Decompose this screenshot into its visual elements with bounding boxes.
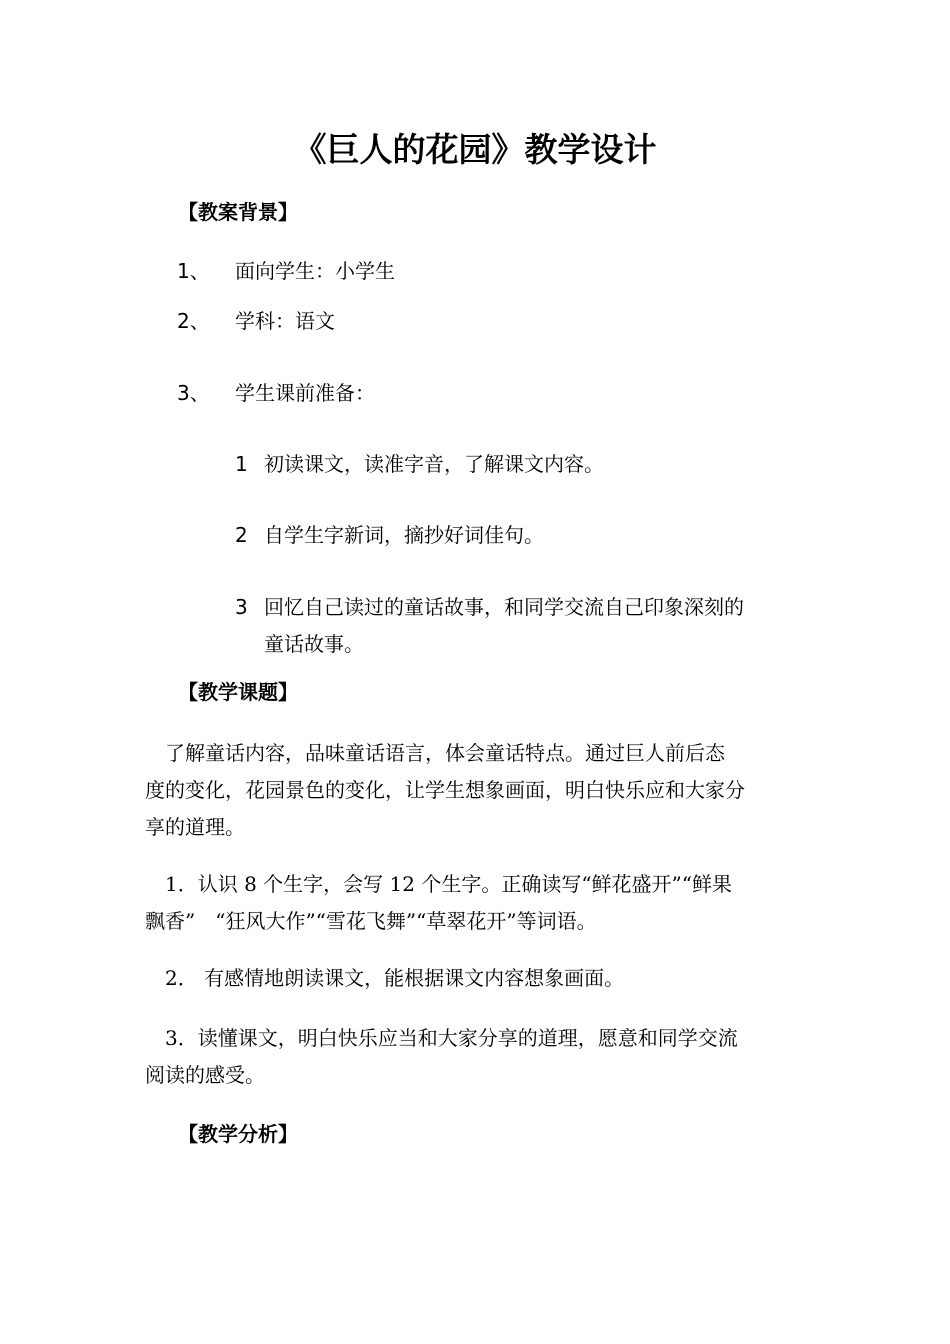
paragraph-line: 1．认识 8 个生字，会写 12 个生字。正确读写“鲜花盛开”“鲜果 — [145, 872, 733, 896]
heading-lesson-background: 【教案背景】 — [178, 200, 298, 224]
sub-item-text: 回忆自己读过的童话故事，和同学交流自己印象深刻的 — [264, 595, 744, 619]
paragraph-line: 2． 有感情地朗读课文，能根据课文内容想象画面。 — [145, 966, 625, 990]
objective-paragraph-2 — [145, 960, 810, 997]
topic-paragraph — [145, 735, 810, 846]
sub-item-number: 3 — [235, 595, 248, 619]
list-item-text: 学科：语文 — [235, 309, 335, 333]
paragraph-line: 了解童话内容，品味童话语言，体会童话特点。通过巨人前后态 — [145, 741, 725, 765]
objective-paragraph-3 — [145, 1020, 810, 1094]
list-item-number: 3、 — [177, 381, 210, 405]
paragraph-line: 享的道理。 — [145, 815, 245, 839]
list-item-number: 2、 — [177, 309, 210, 333]
heading-teaching-analysis: 【教学分析】 — [178, 1122, 298, 1146]
list-item-number: 1、 — [177, 259, 210, 283]
sub-item-number: 1 — [235, 452, 248, 476]
sub-item-text: 自学生字新词，摘抄好词佳句。 — [264, 523, 544, 547]
paragraph-line: 3．读懂课文，明白快乐应当和大家分享的道理，愿意和同学交流 — [145, 1026, 738, 1050]
sub-item-number: 2 — [235, 523, 248, 547]
heading-teaching-topic: 【教学课题】 — [178, 680, 298, 704]
list-item-text: 学生课前准备： — [235, 381, 375, 405]
paragraph-line: 阅读的感受。 — [145, 1063, 265, 1087]
objective-paragraph-1 — [145, 866, 810, 940]
sub-item-text: 初读课文，读准字音，了解课文内容。 — [264, 452, 604, 476]
paragraph-line: 飘香” “狂风大作”“雪花飞舞”“草翠花开”等词语。 — [145, 909, 597, 933]
document-title: 《巨人的花园》教学设计 — [293, 130, 657, 169]
list-item-text: 面向学生：小学生 — [235, 259, 395, 283]
paragraph-line: 度的变化，花园景色的变化，让学生想象画面，明白快乐应和大家分 — [145, 778, 745, 802]
sub-item-text-continued: 童话故事。 — [264, 632, 364, 656]
